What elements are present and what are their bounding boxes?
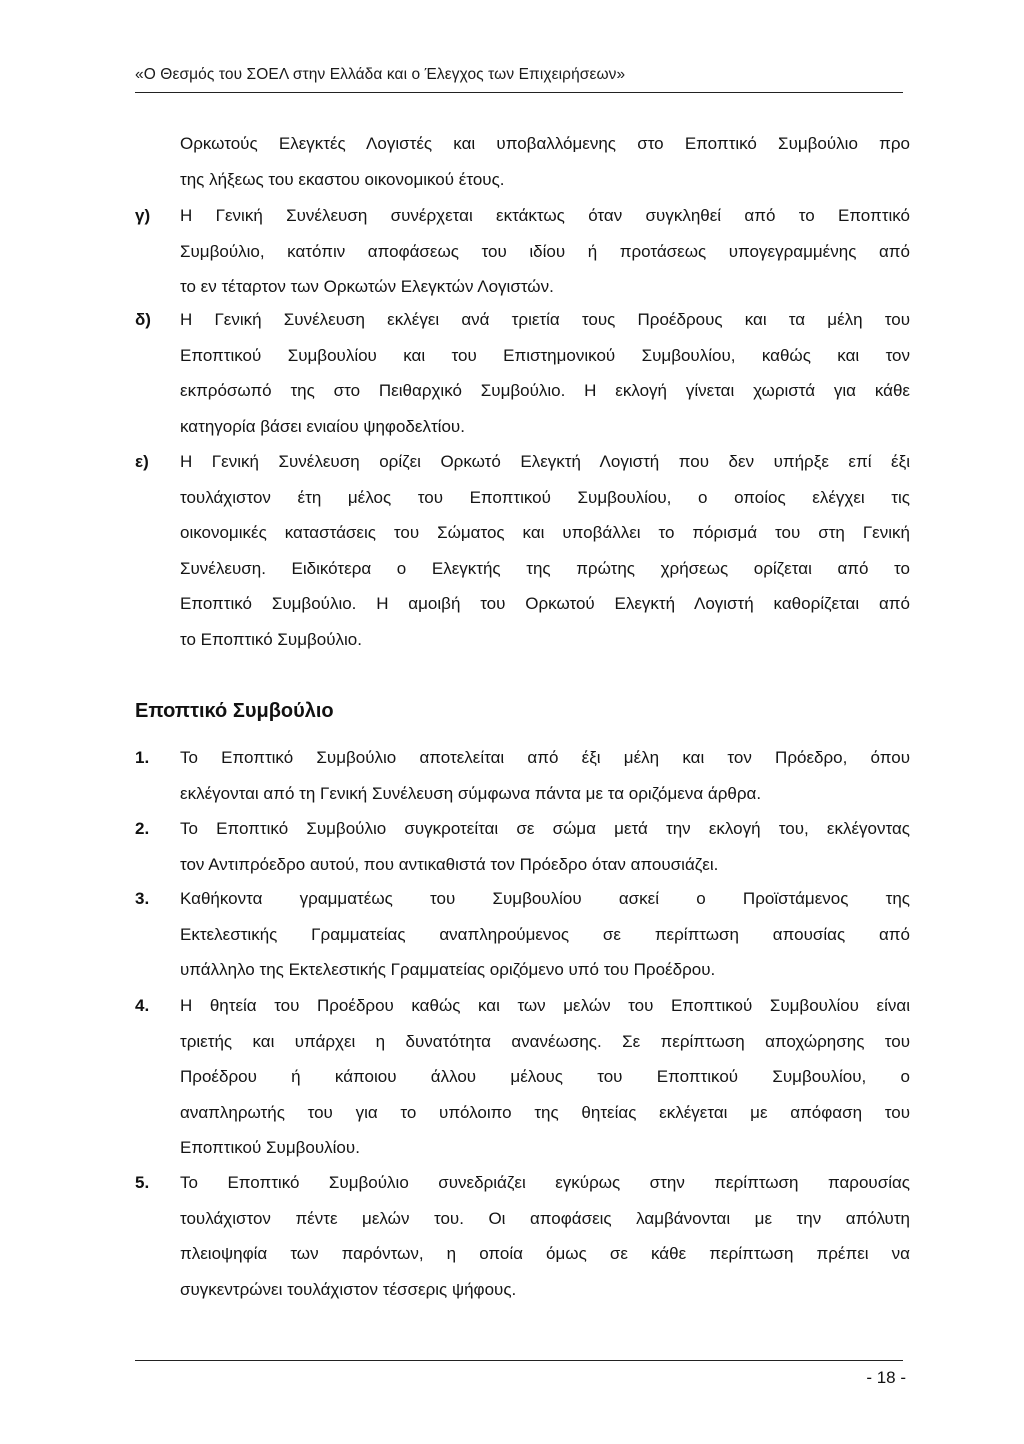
list-marker: 2. (135, 819, 150, 838)
intro-paragraph (135, 126, 910, 198)
paragraph-line: Καθήκοντα γραμματέως του Συμβουλίου ασκεί ο Προϊστάμενος της (180, 889, 910, 908)
paragraph-line: Εκτελεστικής Γραμματείας αναπληρούμενος σε περίπτωση απουσίας από (180, 924, 910, 944)
paragraph-line: υπάλληλο της Εκτελεστικής Γραμματείας οριζόμενο υπό του Προέδρου. (180, 960, 716, 979)
list-item-delta (135, 302, 910, 446)
paragraph-line: Η Γενική Συνέλευση εκλέγει ανά τριετία τους Προέδρους και τα μέλη του (180, 310, 910, 329)
list-item-epsilon (135, 444, 910, 660)
paragraph-line: Το Εποπτικό Συμβούλιο συνεδριάζει εγκύρως στην περίπτωση παρουσίας (180, 1173, 910, 1192)
paragraph-line: Η Γενική Συνέλευση συνέρχεται εκτάκτως όταν συγκληθεί από το Εποπτικό (180, 206, 910, 225)
paragraph-line: συγκεντρώνει τουλάχιστον τέσσερις ψήφους. (180, 1279, 517, 1299)
numbered-item-2 (135, 811, 910, 883)
list-marker: ε) (135, 452, 149, 471)
paragraph-line: εκλέγονται από τη Γενική Συνέλευση σύμφωνα πάντα με τα οριζόμενα άρθρα. (180, 783, 762, 803)
paragraph-line: τουλάχιστον πέντε μελών του. Οι αποφάσεις λαμβάνονται με την απόλυτη (180, 1208, 910, 1228)
paragraph-line: Το Εποπτικό Συμβούλιο συγκροτείται σε σώμα μετά την εκλογή του, εκλέγοντας (180, 819, 910, 838)
numbered-item-4 (135, 988, 910, 1168)
footer-divider (135, 1360, 903, 1361)
running-header (135, 64, 903, 93)
section-heading: Εποπτικό Συμβούλιο (135, 700, 334, 722)
list-marker: γ) (135, 206, 151, 225)
paragraph-line: Ορκωτούς Ελεγκτές Λογιστές και υποβαλλόμενης στο Εποπτικό Συμβούλιο προ (180, 134, 910, 153)
paragraph-line: Συμβούλιο, κατόπιν αποφάσεως του ιδίου ή προτάσεως υπογεγραμμένης από (180, 241, 910, 261)
list-item-gamma (135, 198, 910, 305)
paragraph-line: οικονομικές καταστάσεις του Σώματος και υποβάλλει το πόρισμά του στη Γενική (180, 523, 910, 542)
paragraph-line: Η Γενική Συνέλευση ορίζει Ορκωτό Ελεγκτή Λογιστή που δεν υπήρξε επί έξι (180, 452, 910, 471)
paragraph-line: Η θητεία του Προέδρου καθώς και των μελών του Εποπτικού Συμβουλίου είναι (180, 996, 910, 1015)
paragraph-line: Εποπτικού Συμβουλίου. (180, 1138, 360, 1157)
page-number: - 18 - (866, 1368, 906, 1387)
paragraph-line: Προέδρου ή κάποιου άλλου μέλους του Εποπτικού Συμβουλίου, ο (180, 1067, 910, 1086)
list-marker: 1. (135, 748, 150, 767)
paragraph-line: τριετής και υπάρχει η δυνατότητα ανανέωσης. Σε περίπτωση αποχώρησης του (180, 1031, 910, 1051)
paragraph-line: της λήξεως του εκαστου οικονομικού έτους. (180, 169, 505, 189)
list-marker: 4. (135, 996, 150, 1015)
numbered-item-1 (135, 740, 910, 812)
paragraph-line: τουλάχιστον έτη μέλος του Εποπτικού Συμβουλίου, ο οποίος ελέγχει τις (180, 487, 910, 507)
list-marker: 3. (135, 889, 150, 908)
paragraph-line: πλειοψηφία των παρόντων, η οποία όμως σε κάθε περίπτωση πρέπει να (180, 1244, 910, 1263)
paragraph-line: Το Εποπτικό Συμβούλιο αποτελείται από έξι μέλη και τον Πρόεδρο, όπου (180, 748, 910, 767)
list-marker: δ) (135, 310, 151, 329)
running-header-title: «Ο Θεσμός του ΣΟΕΛ στην Ελλάδα και ο Έλεγχος των Επιχειρήσεων» (135, 66, 626, 83)
list-marker: 5. (135, 1173, 150, 1192)
numbered-item-5 (135, 1165, 910, 1309)
paragraph-line: Εποπτικό Συμβούλιο. Η αμοιβή του Ορκωτού Ελεγκτή Λογιστή καθορίζεται από (180, 594, 910, 613)
paragraph-line: Εποπτικού Συμβουλίου και του Επιστημονικού Συμβουλίου, καθώς και τον (180, 345, 910, 365)
paragraph-line: το Εποπτικό Συμβούλιο. (180, 629, 362, 649)
paragraph-line: τον Αντιπρόεδρο αυτού, που αντικαθιστά τον Πρόεδρο όταν απουσιάζει. (180, 854, 719, 874)
paragraph-line: αναπληρωτής του για το υπόλοιπο της θητείας εκλέγεται με απόφαση του (180, 1102, 910, 1122)
paragraph-line: κατηγορία βάσει ενιαίου ψηφοδελτίου. (180, 416, 465, 436)
paragraph-line: εκπρόσωπό της στο Πειθαρχικό Συμβούλιο. Η εκλογή γίνεται χωριστά για κάθε (180, 381, 910, 400)
paragraph-line: το εν τέταρτον των Ορκωτών Ελεγκτών Λογιστών. (180, 277, 554, 296)
numbered-item-3 (135, 881, 910, 989)
paragraph-line: Συνέλευση. Ειδικότερα ο Ελεγκτής της πρώτης χρήσεως ορίζεται από το (180, 558, 910, 578)
